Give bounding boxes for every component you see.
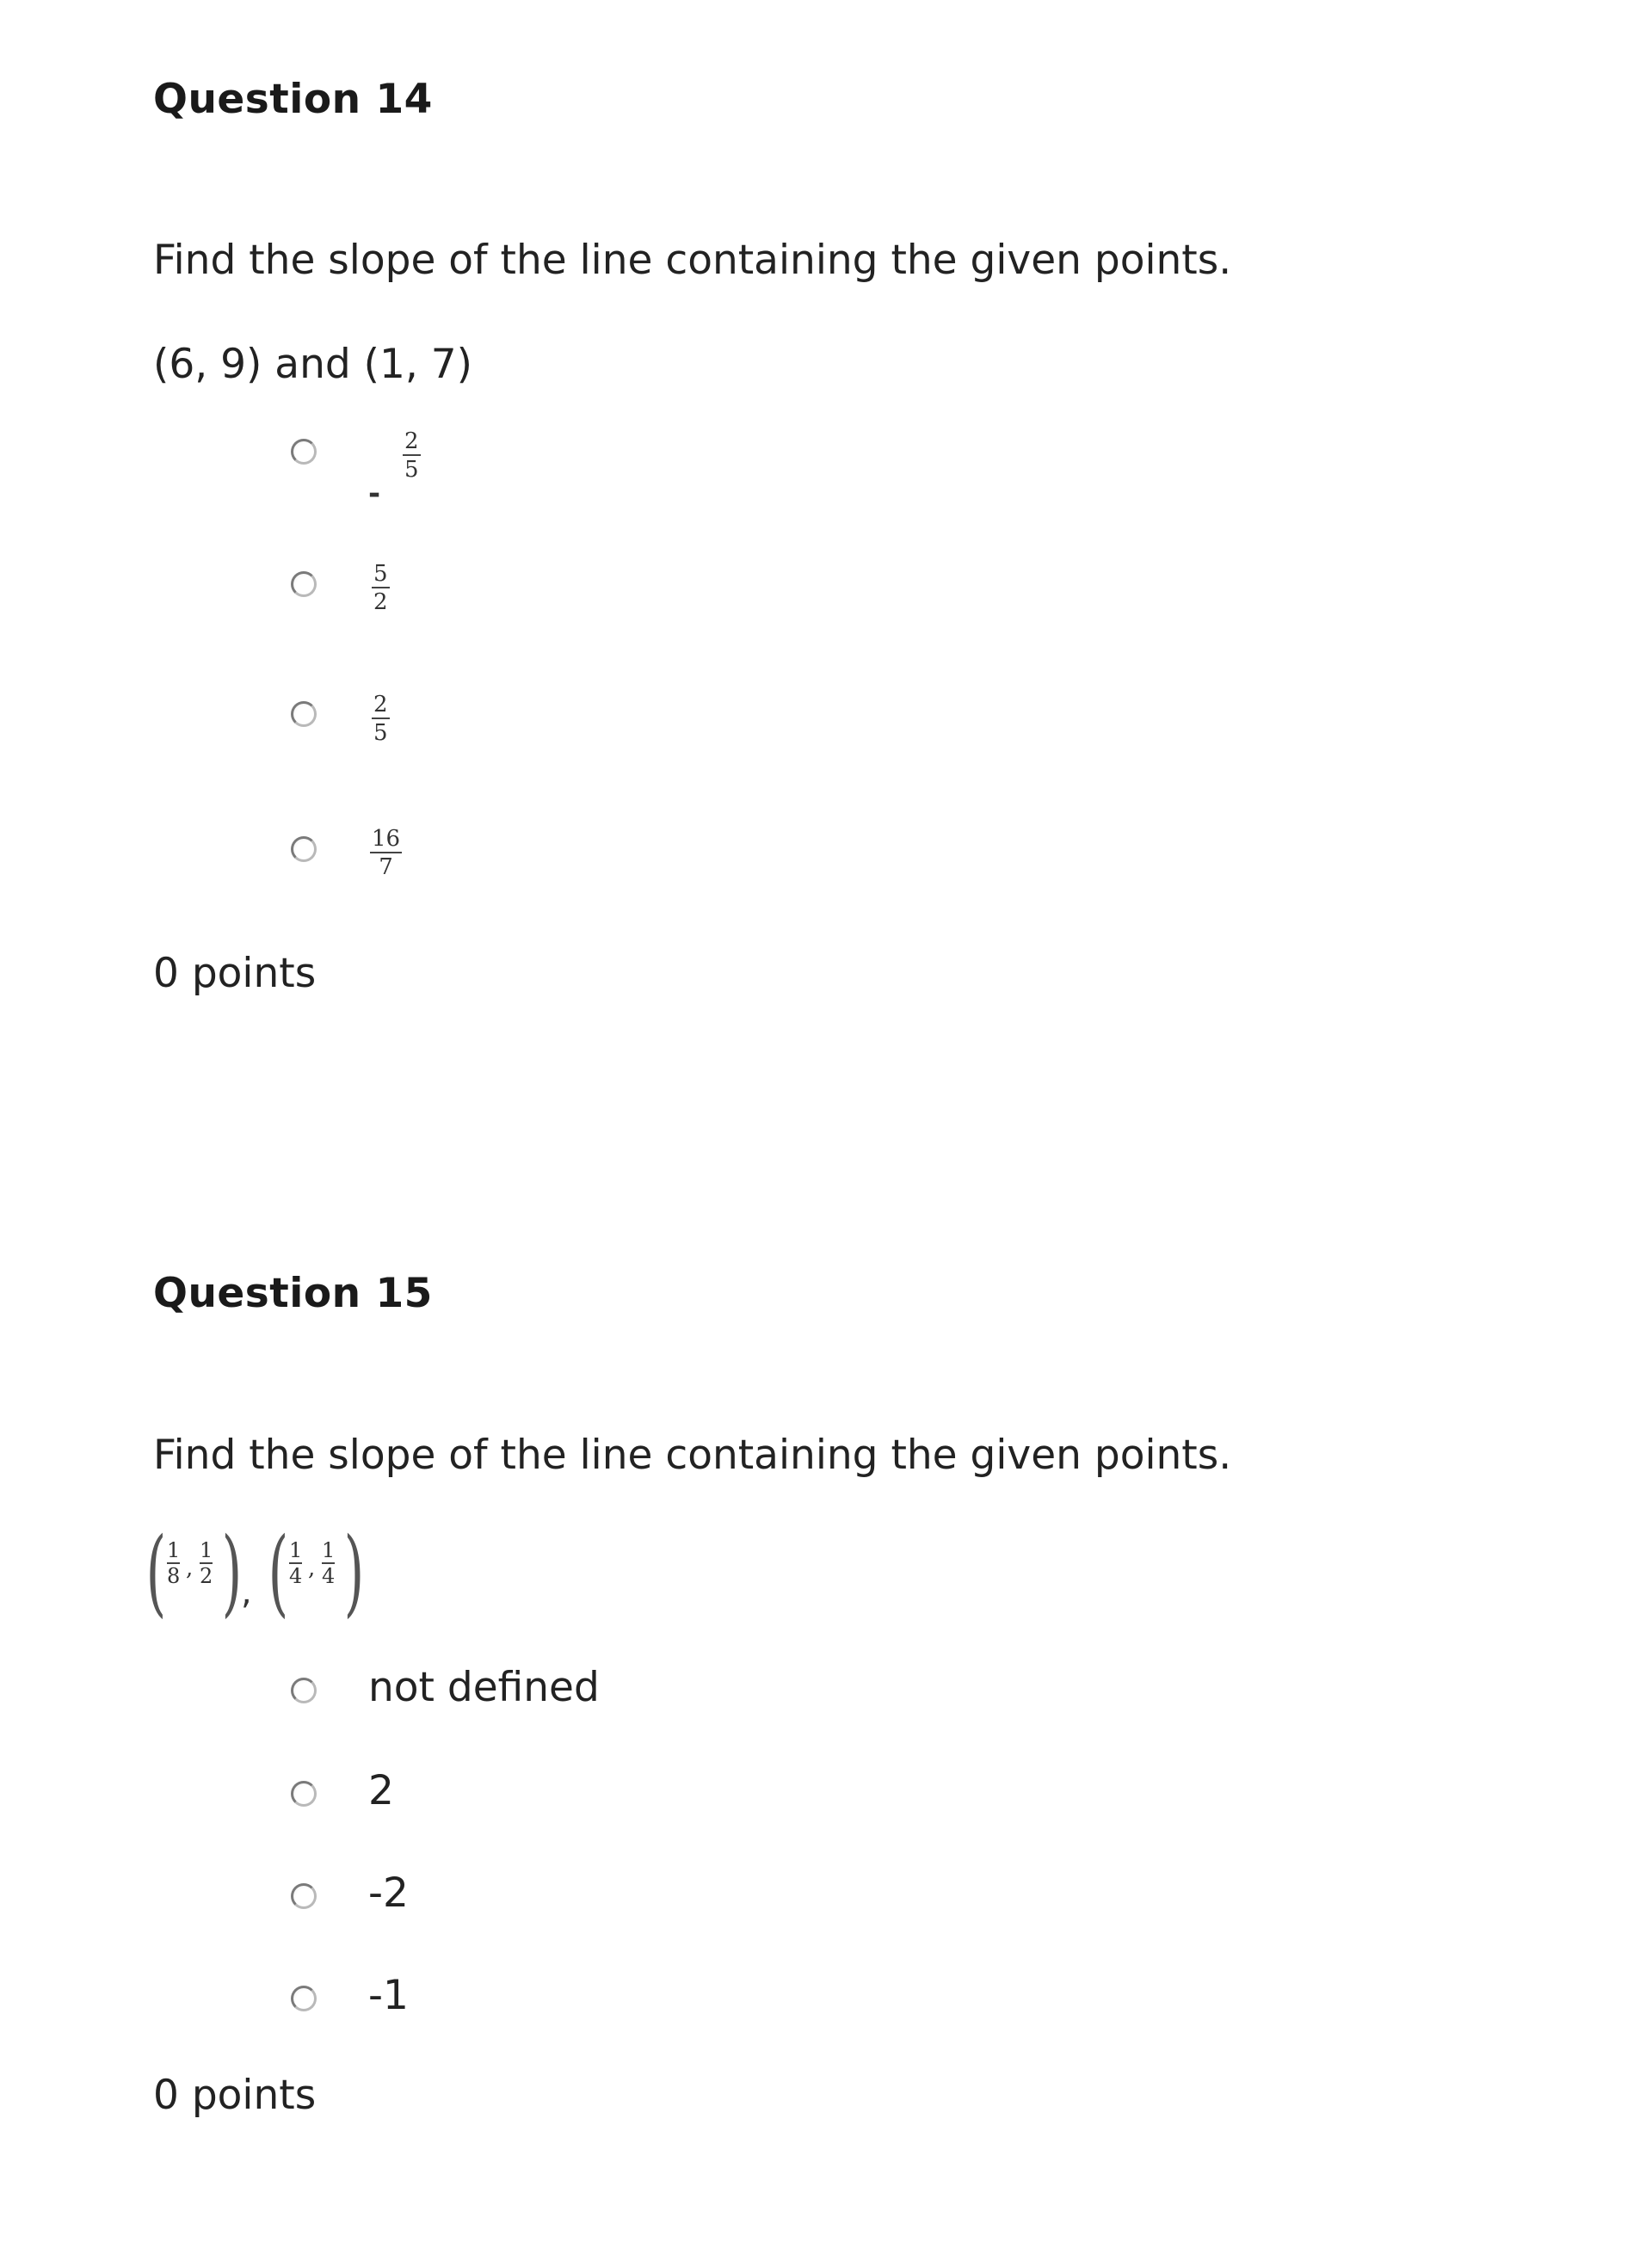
q15-option-b-radio[interactable]	[291, 1781, 317, 1807]
question-14-given-points: (6, 9) and (1, 7)	[153, 341, 473, 388]
q14-option-a-negative-sign: -	[368, 477, 381, 511]
p2-x-fraction	[289, 1540, 302, 1586]
question-14-title: Question 14	[153, 76, 433, 123]
q14-option-d-numerator: 16	[372, 826, 401, 852]
p2-x-numerator: 1	[289, 1538, 303, 1562]
q14-option-a-denominator: 5	[404, 457, 419, 483]
p2-comma: ,	[308, 1555, 316, 1581]
q14-option-d[interactable]	[291, 836, 317, 862]
p1-comma: ,	[186, 1555, 194, 1581]
q14-option-c-fraction	[372, 693, 390, 744]
left-paren: (	[145, 1517, 167, 1627]
p2-y-denominator: 4	[322, 1564, 336, 1588]
question-15-score: 0 points	[153, 2072, 317, 2119]
right-paren: )	[221, 1517, 243, 1627]
q14-option-b-denominator: 2	[373, 589, 388, 615]
q15-option-a[interactable]	[291, 1678, 317, 1703]
q15-option-d-label: -1	[368, 1972, 409, 2019]
q14-option-a-radio[interactable]	[291, 439, 317, 465]
q14-option-b-numerator: 5	[373, 561, 388, 587]
question-15-prompt: Find the slope of the line containing the given points.	[153, 1432, 1232, 1479]
q14-option-a-fraction	[403, 430, 421, 481]
q15-option-a-label: not defined	[368, 1664, 600, 1711]
q15-option-a-radio[interactable]	[291, 1678, 317, 1703]
p2-y-numerator: 1	[322, 1538, 336, 1562]
q14-option-b-fraction	[372, 563, 390, 613]
q14-option-c-radio[interactable]	[291, 701, 317, 727]
q14-option-c-numerator: 2	[373, 692, 388, 718]
p1-x-fraction	[167, 1540, 180, 1586]
q14-option-d-denominator: 7	[379, 854, 393, 880]
p2-y-fraction	[322, 1540, 335, 1586]
q14-option-d-fraction	[370, 828, 402, 878]
q15-option-b-label: 2	[368, 1767, 394, 1814]
left-paren: (	[268, 1517, 289, 1627]
p2-x-denominator: 4	[289, 1564, 303, 1588]
q14-option-c-denominator: 5	[373, 720, 388, 746]
q14-option-b[interactable]	[291, 571, 317, 597]
right-paren: )	[343, 1517, 365, 1627]
question-14-prompt: Find the slope of the line containing the given points.	[153, 237, 1232, 284]
q15-option-c[interactable]	[291, 1883, 317, 1909]
question-15-given-points	[145, 1517, 368, 1627]
p1-y-fraction	[200, 1540, 213, 1586]
q15-option-c-label: -2	[368, 1869, 409, 1917]
p1-y-numerator: 1	[200, 1538, 213, 1562]
q14-option-c[interactable]	[291, 701, 317, 727]
p1-x-numerator: 1	[167, 1538, 181, 1562]
p1-y-denominator: 2	[200, 1564, 213, 1588]
q15-option-d-radio[interactable]	[291, 1986, 317, 2011]
q14-option-a-numerator: 2	[404, 428, 419, 454]
q14-option-a[interactable]	[291, 439, 317, 465]
q14-option-d-radio[interactable]	[291, 836, 317, 862]
q15-option-b[interactable]	[291, 1781, 317, 1807]
points-separator: ,	[241, 1573, 252, 1612]
q15-option-c-radio[interactable]	[291, 1883, 317, 1909]
q15-option-d[interactable]	[291, 1986, 317, 2011]
q14-option-b-radio[interactable]	[291, 571, 317, 597]
question-14-score: 0 points	[153, 950, 317, 997]
p1-x-denominator: 8	[167, 1564, 181, 1588]
question-15-title: Question 15	[153, 1270, 433, 1317]
